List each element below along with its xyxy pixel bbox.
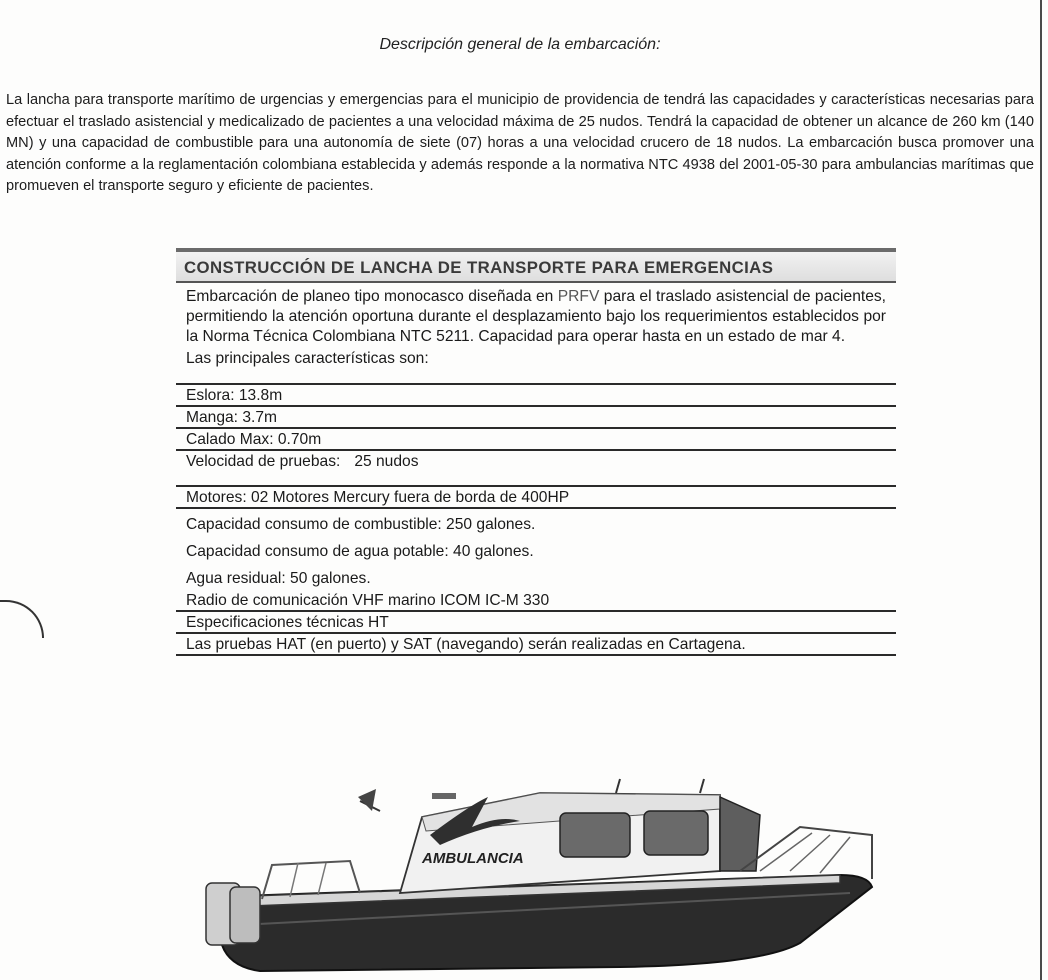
spec-title: CONSTRUCCIÓN DE LANCHA DE TRANSPORTE PARA EMERGENCIAS [176,248,896,283]
intro-paragraph: La lancha para transporte marítimo de urgencias y emergencias para el municipio de providencia de tendrá las capacidades y características necesarias para efectuar el traslado asistencial y medicalizado de pacientes a una velocidad máxima de 25 nudos. Tendrá la capacidad de obtener un alcance de 260 km (140 MN) y una capacidad de combustible para una autonomía de siete (07) horas a una velocidad crucero de 18 nudos. La embarcación busca promover una atención conforme a la reglamentación colombiana establecida y además responde a la normativa NTC 4938 del 2001-05-30 para ambulancias marítimas que promueven el transporte seguro y eficiente de pacientes. [6,92,1034,194]
boat-label: AMBULANCIA [422,850,524,867]
spec-table [176,248,896,656]
spec-row-velocidad [176,451,896,485]
spec-description [176,283,896,349]
spec-row-calado: Calado Max: 0.70m [176,429,896,451]
boat-illustration [200,775,900,980]
spec-row-radio: Radio de comunicación VHF marino ICOM IC-M 330 [176,590,896,612]
spec-subtitle: Las principales características son: [186,350,429,367]
velocidad-value: 25 nudos [354,453,419,470]
velocidad-label: Velocidad de pruebas: [186,453,341,470]
spec-row-manga: Manga: 3.7m [176,407,896,429]
spec-row-agua-residual: Agua residual: 50 galones. [186,570,371,587]
page-edge [1040,0,1042,980]
boat-drawing [200,775,900,980]
spec-row-eslora: Eslora: 13.8m [176,383,896,407]
spec-row-pruebas: Las pruebas HAT (en puerto) y SAT (navegando) serán realizadas en Cartagena. [176,634,896,656]
spec-row-combustible: Capacidad consumo de combustible: 250 galones. [186,516,536,533]
spec-row-agua-potable: Capacidad consumo de agua potable: 40 galones. [186,543,534,560]
spec-row-motores: Motores: 02 Motores Mercury fuera de borda de 400HP [176,485,896,509]
section-heading: Descripción general de la embarcación: [379,36,661,53]
spec-row-especificaciones: Especificaciones técnicas HT [176,612,896,634]
spec-rows [176,383,896,656]
spec-desc-part2: para el traslado asistencial de pacientes, permitiendo la atención oportuna durante el desplazamiento bajo los requerimientos establecidos por la Norma Técnica Colombiana NTC 5211. Capacidad para operar hasta en un estado de mar 4. [186,288,887,345]
binder-hole-mark [0,600,44,638]
spec-desc-material: PRFV [557,288,600,305]
spec-desc-part1: Embarcación de planeo tipo monocasco diseñada en [186,288,558,305]
